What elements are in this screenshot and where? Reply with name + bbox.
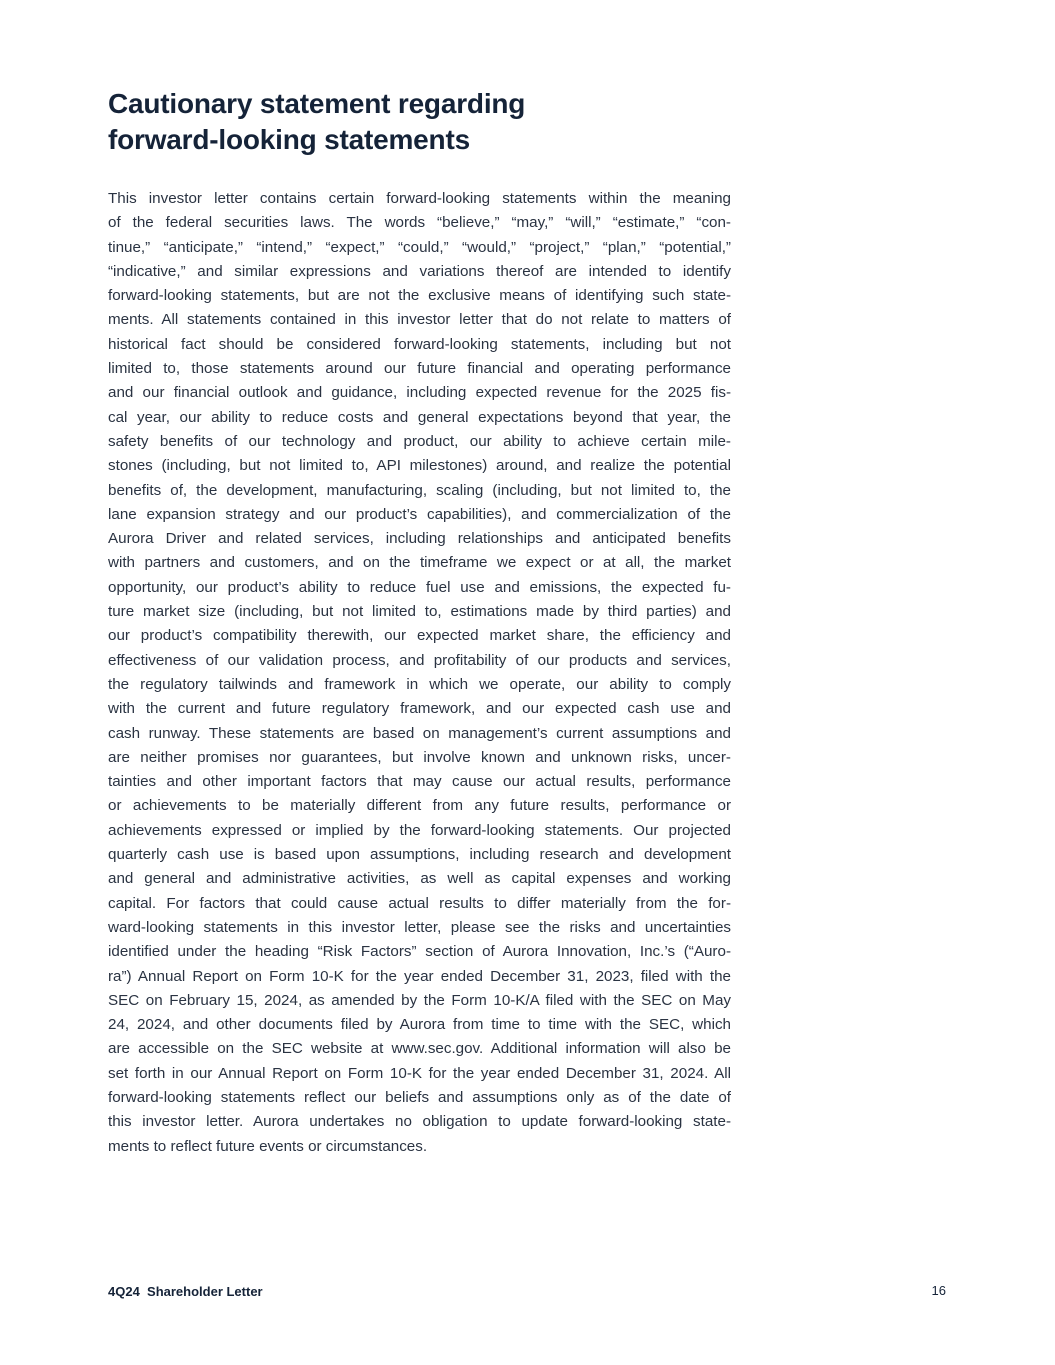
paragraph-line: of the federal securities laws. The words “believe,” “may,” “will,” “estimate,” “con- [108, 214, 731, 232]
paragraph-line: opportunity, our product’s ability to reduce fuel use and emissions, the expected fu- [108, 578, 731, 596]
paragraph-line: benefits of, the development, manufacturing, scaling (including, but not limited to, the [108, 481, 731, 499]
page-title [108, 86, 525, 158]
paragraph-line: limited to, those statements around our future financial and operating performance [108, 360, 731, 378]
footer-document-label: 4Q24 Shareholder Letter [108, 1284, 263, 1299]
paragraph-line: 24, 2024, and other documents filed by Aurora from time to time with the SEC, which [108, 1016, 731, 1034]
paragraph-line: forward-looking statements, but are not the exclusive means of identifying such state- [108, 287, 731, 305]
paragraph-line: cash runway. These statements are based on management’s current assumptions and [108, 724, 731, 742]
paragraph-line: lane expansion strategy and our product’s capabilities), and commercialization of the [108, 505, 731, 523]
paragraph-line: ments to reflect future events or circumstances. [108, 1137, 428, 1155]
paragraph-line: the regulatory tailwinds and framework in which we operate, our ability to comply [108, 675, 731, 693]
paragraph-line: Aurora Driver and related services, including relationships and anticipated benefits [108, 530, 731, 548]
paragraph-line: are accessible on the SEC website at www.sec.gov. Additional information will also be [108, 1040, 731, 1058]
paragraph-line: and our financial outlook and guidance, including expected revenue for the 2025 fis- [108, 384, 731, 402]
paragraph-line: “indicative,” and similar expressions and variations thereof are intended to identify [108, 262, 731, 280]
paragraph-line: achievements expressed or implied by the forward-looking statements. Our projected [108, 821, 731, 839]
paragraph-line: are neither promises nor guarantees, but involve known and unknown risks, uncer- [108, 748, 731, 766]
paragraph-line: ments. All statements contained in this investor letter that do not relate to matters of [108, 311, 731, 329]
paragraph-line: ward-looking statements in this investor letter, please see the risks and uncertainties [108, 918, 731, 936]
paragraph-line: and general and administrative activities, as well as capital expenses and working [108, 870, 731, 888]
page-number: 16 [931, 1283, 946, 1298]
paragraph-line: tainties and other important factors that may cause our actual results, performance [108, 773, 731, 791]
paragraph-line: our product’s compatibility therewith, our expected market share, the efficiency and [108, 627, 731, 645]
paragraph-line: This investor letter contains certain forward-looking statements within the meaning [108, 190, 731, 207]
paragraph-line: ture market size (including, but not limited to, estimations made by third parties) and [108, 603, 731, 621]
paragraph-line: SEC on February 15, 2024, as amended by the Form 10-K/A filed with the SEC on May [108, 991, 731, 1009]
paragraph-line: this investor letter. Aurora undertakes no obligation to update forward-looking state- [108, 1113, 731, 1131]
page-title-line-2: forward-looking statements [108, 124, 470, 155]
paragraph-line: ra”) Annual Report on Form 10-K for the year ended December 31, 2023, filed with the [108, 967, 731, 985]
paragraph-line: tinue,” “anticipate,” “intend,” “expect,” “could,” “would,” “project,” “plan,” “potential,” [108, 238, 731, 256]
paragraph-line: quarterly cash use is based upon assumptions, including research and development [108, 846, 731, 864]
paragraph-line: effectiveness of our validation process, and profitability of our products and services, [108, 651, 731, 669]
disclaimer-paragraph [108, 187, 731, 1159]
paragraph-line: or achievements to be materially different from any future results, performance or [108, 797, 731, 815]
paragraph-line: identified under the heading “Risk Factors” section of Aurora Innovation, Inc.’s (“Auro- [108, 943, 731, 961]
paragraph-line: safety benefits of our technology and product, our ability to achieve certain mile- [108, 432, 731, 450]
page-title-line-1: Cautionary statement regarding [108, 88, 526, 119]
paragraph-line: cal year, our ability to reduce costs and general expectations beyond that year, the [108, 408, 731, 426]
paragraph-line: stones (including, but not limited to, API milestones) around, and realize the potential [108, 457, 731, 475]
paragraph-line: historical fact should be considered forward-looking statements, including but not [108, 335, 731, 353]
paragraph-line: capital. For factors that could cause actual results to differ materially from the for- [108, 894, 731, 912]
paragraph-line: forward-looking statements reflect our beliefs and assumptions only as of the date of [108, 1088, 731, 1106]
paragraph-line: set forth in our Annual Report on Form 10-K for the year ended December 31, 2024. All [108, 1064, 731, 1082]
paragraph-line: with partners and customers, and on the timeframe we expect or at all, the market [108, 554, 731, 572]
paragraph-line: with the current and future regulatory framework, and our expected cash use and [108, 700, 731, 718]
